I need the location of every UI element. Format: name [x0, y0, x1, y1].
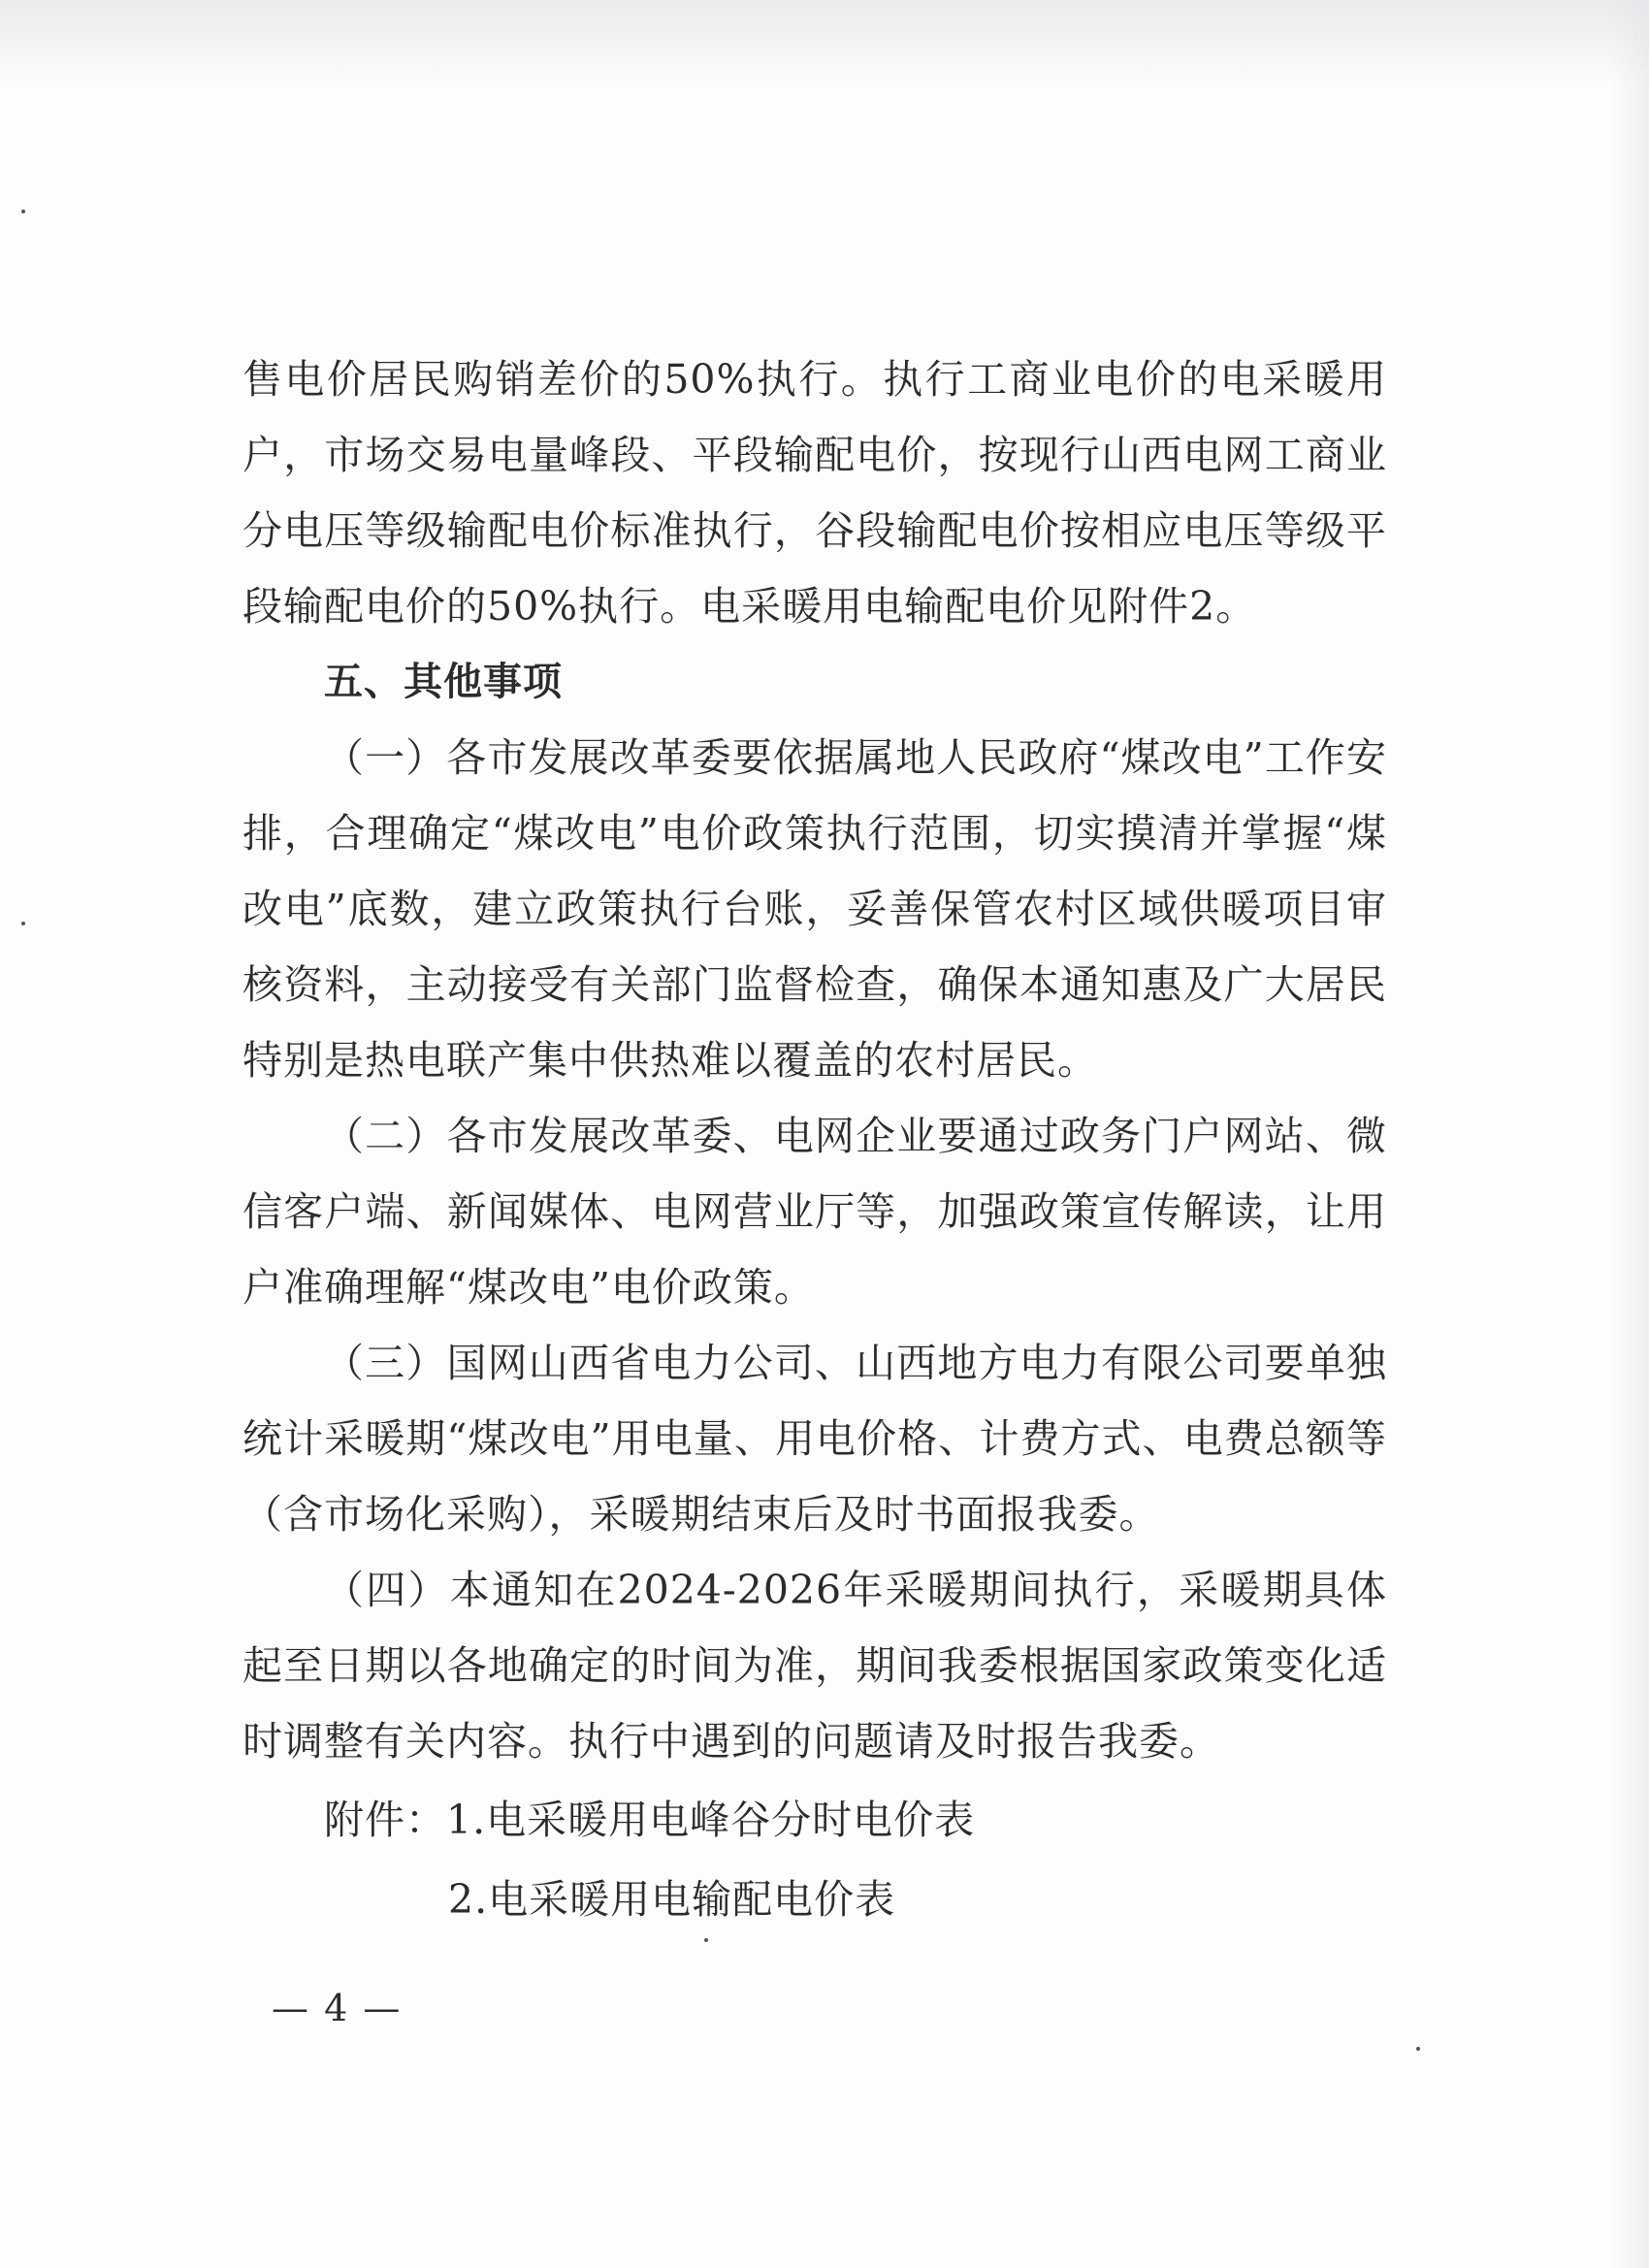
document-body — [242, 341, 1387, 1779]
scan-shading-right — [1610, 0, 1649, 2268]
paragraph-item-2: （二）各市发展改革委、电网企业要通过政务门户网站、微信客户端、新闻媒体、电网营业厅等，加强政策宣传解读，让用户准确理解“煤改电”电价政策。 — [242, 1113, 1387, 1311]
paragraph-continuation: 售电价居民购销差价的50%执行。执行工商业电价的电采暖用户，市场交易电量峰段、平段输配电价，按现行山西电网工商业分电压等级输配电价标准执行，谷段输配电价按相应电压等级平段输配电价的50%执行。电采暖用电输配电价见附件2。 — [242, 356, 1387, 630]
page-number: — 4 — — [272, 1987, 403, 2029]
scan-speck — [704, 1938, 708, 1942]
paragraph-item-4: （四）本通知在2024-2026年采暖期间执行，采暖期具体起至日期以各地确定的时间为准，期间我委根据国家政策变化适时调整有关内容。执行中遇到的问题请及时报告我委。 — [242, 1567, 1387, 1765]
attachment-1: 附件：1.电采暖用电峰谷分时电价表 — [324, 1797, 976, 1843]
attachment-2: 2.电采暖用电输配电价表 — [448, 1876, 896, 1923]
scan-shading-top — [0, 0, 1649, 87]
attachments-list — [324, 1780, 1294, 1939]
section-heading: 五、其他事项 — [324, 660, 563, 704]
paragraph-item-3: （三）国网山西省电力公司、山西地方电力有限公司要单独统计采暖期“煤改电”用电量、用电价格、计费方式、电费总额等（含市场化采购），采暖期结束后及时书面报我委。 — [242, 1340, 1387, 1538]
scan-speck — [1416, 2047, 1420, 2051]
paragraph-item-1: （一）各市发展改革委要依据属地人民政府“煤改电”工作安排，合理确定“煤改电”电价政策执行范围，切实摸清并掌握“煤改电”底数，建立政策执行台账，妥善保管农村区域供暖项目审核资料，主动接受有关部门监督检查，确保本通知惠及广大居民特别是热电联产集中供热难以覆盖的农村居民。 — [242, 734, 1387, 1084]
scan-speck — [21, 922, 25, 925]
scan-speck — [21, 210, 25, 213]
